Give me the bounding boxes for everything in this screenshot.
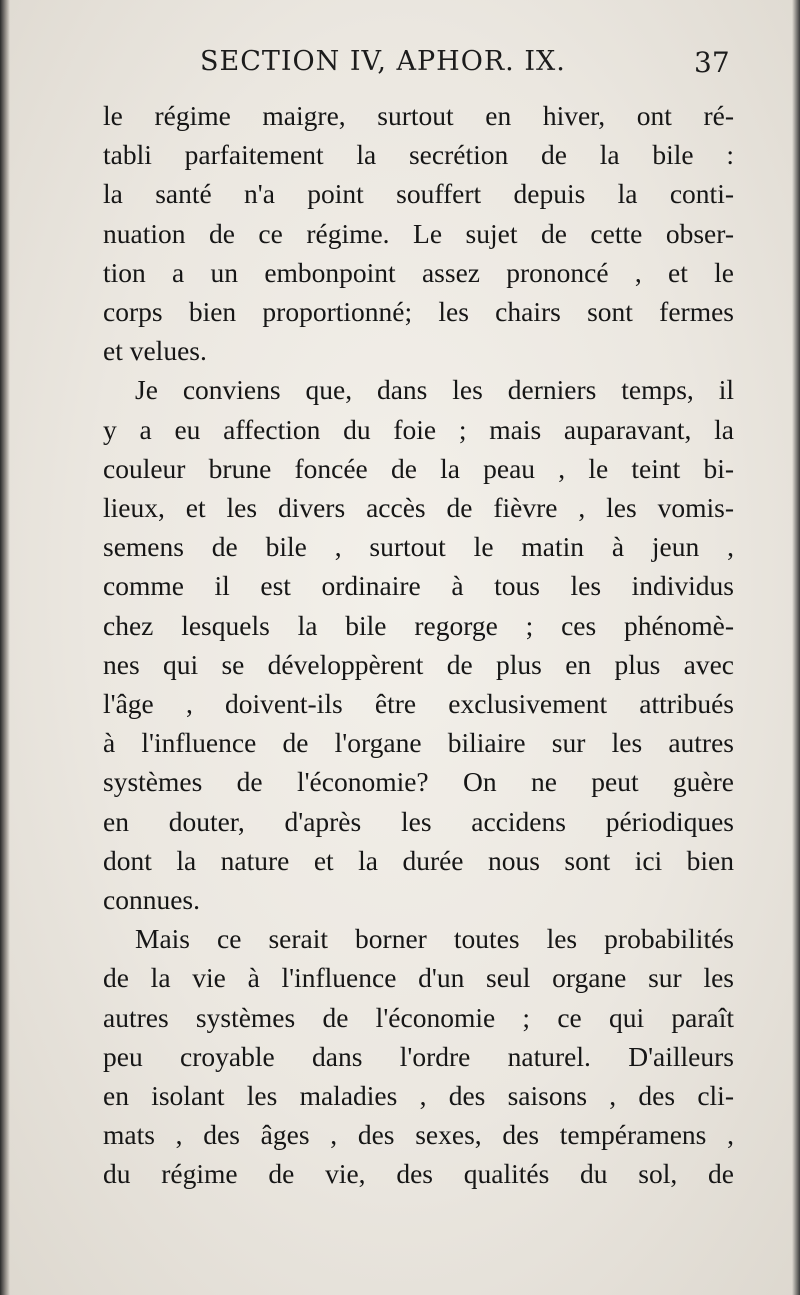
body-text bbox=[103, 96, 734, 1194]
text-line: tion a un embonpoint assez prononcé , et le bbox=[103, 256, 734, 288]
paragraph-1 bbox=[103, 96, 734, 370]
text-line: mats , des âges , des sexes, des tempéramens , bbox=[103, 1119, 734, 1151]
text-line: couleur brune foncée de la peau , le teint bi- bbox=[103, 452, 734, 484]
text-line: et velues. bbox=[103, 335, 207, 367]
page-edge-right bbox=[792, 0, 800, 1295]
text-line: peu croyable dans l'ordre naturel. D'ailleurs bbox=[103, 1040, 734, 1072]
text-line: comme il est ordinaire à tous les individus bbox=[103, 570, 734, 602]
text-line: en isolant les maladies , des saisons , des cli- bbox=[103, 1080, 734, 1112]
text-line: l'âge , doivent-ils être exclusivement attribués bbox=[103, 688, 734, 720]
text-line: nes qui se développèrent de plus en plus avec bbox=[103, 648, 734, 680]
text-line: dont la nature et la durée nous sont ici bien bbox=[103, 844, 734, 876]
text-line: systèmes de l'économie? On ne peut guère bbox=[103, 766, 734, 798]
page-edge-left bbox=[0, 0, 10, 1295]
text-line: corps bien proportionné; les chairs sont fermes bbox=[103, 296, 734, 328]
page-number: 37 bbox=[694, 46, 730, 79]
paragraph-3 bbox=[103, 919, 734, 1193]
running-title: SECTION IV, APHOR. IX. bbox=[200, 46, 566, 77]
text-line: semens de bile , surtout le matin à jeun , bbox=[103, 531, 734, 563]
page-header bbox=[0, 42, 800, 92]
text-line: le régime maigre, surtout en hiver, ont ré- bbox=[103, 100, 734, 131]
text-line: lieux, et les divers accès de fièvre , les vomis- bbox=[103, 492, 734, 524]
text-line: chez lesquels la bile regorge ; ces phénomè- bbox=[103, 609, 734, 641]
text-line: y a eu affection du foie ; mais auparavant, la bbox=[103, 413, 734, 445]
text-line: du régime de vie, des qualités du sol, de bbox=[103, 1158, 734, 1190]
text-line: la santé n'a point souffert depuis la conti- bbox=[103, 178, 734, 210]
text-line: Mais ce serait borner toutes les probabilités bbox=[135, 923, 734, 955]
text-line: nuation de ce régime. Le sujet de cette obser- bbox=[103, 217, 734, 249]
text-line: tabli parfaitement la secrétion de la bile : bbox=[103, 139, 734, 171]
paragraph-2 bbox=[103, 370, 734, 919]
text-line: connues. bbox=[103, 884, 200, 916]
text-line: en douter, d'après les accidens périodiques bbox=[103, 805, 734, 837]
text-line: Je conviens que, dans les derniers temps, il bbox=[135, 374, 734, 406]
text-line: autres systèmes de l'économie ; ce qui paraît bbox=[103, 1001, 734, 1033]
text-line: de la vie à l'influence d'un seul organe sur les bbox=[103, 962, 734, 994]
text-line: à l'influence de l'organe biliaire sur les autres bbox=[103, 727, 734, 759]
